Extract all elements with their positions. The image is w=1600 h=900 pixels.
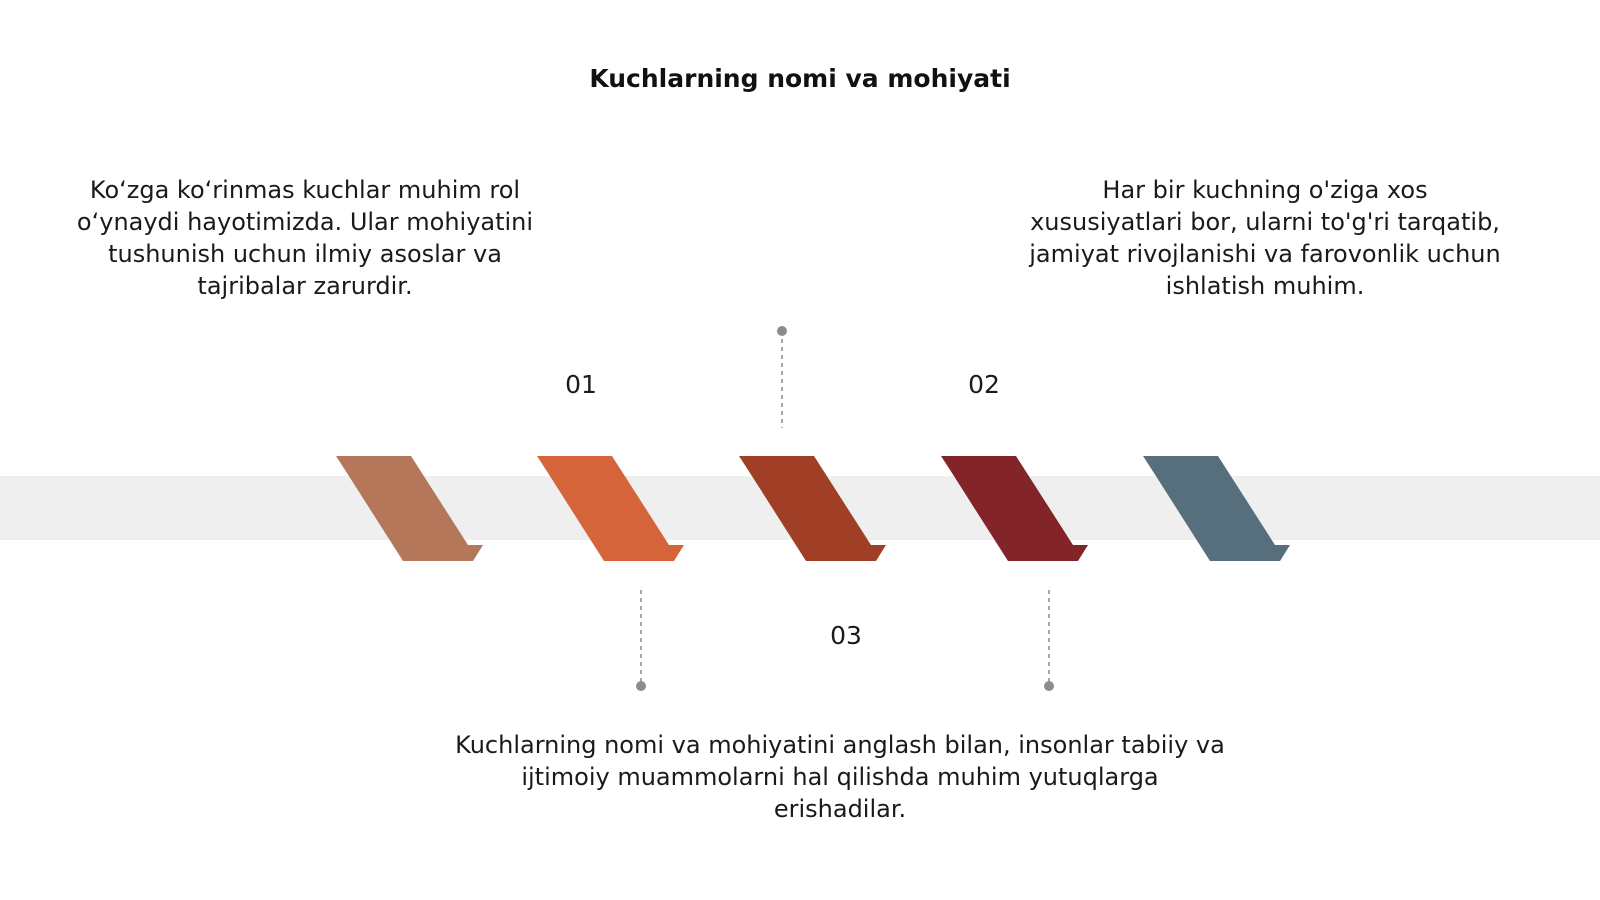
connector-top	[777, 326, 787, 428]
step-01-number: 01	[565, 370, 597, 399]
page-title: Kuchlarning nomi va mohiyati	[589, 64, 1011, 93]
step-01-description: Ko‘zga ko‘rinmas kuchlar muhim rol o‘ynaydi hayotimizda. Ular mohiyatini tushunish uchun ilmiy asoslar va tajribalar zarurdir.	[76, 176, 534, 300]
step-03-number: 03	[830, 621, 862, 650]
step-02-description: Har bir kuchning o'ziga xos xususiyatlari bor, ularni to'g'ri tarqatib, jamiyat rivojlanishi va farovonlik uchun ishlatish muhim.	[1029, 176, 1501, 300]
step-02-number: 02	[968, 370, 1000, 399]
connector-bottom-right	[1044, 590, 1054, 691]
connector-bottom-left	[636, 590, 646, 691]
step-03-description: Kuchlarning nomi va mohiyatini anglash bilan, insonlar tabiiy va ijtimoiy muammolarni hal qilishda muhim yutuqlarga erishadilar.	[455, 731, 1225, 823]
